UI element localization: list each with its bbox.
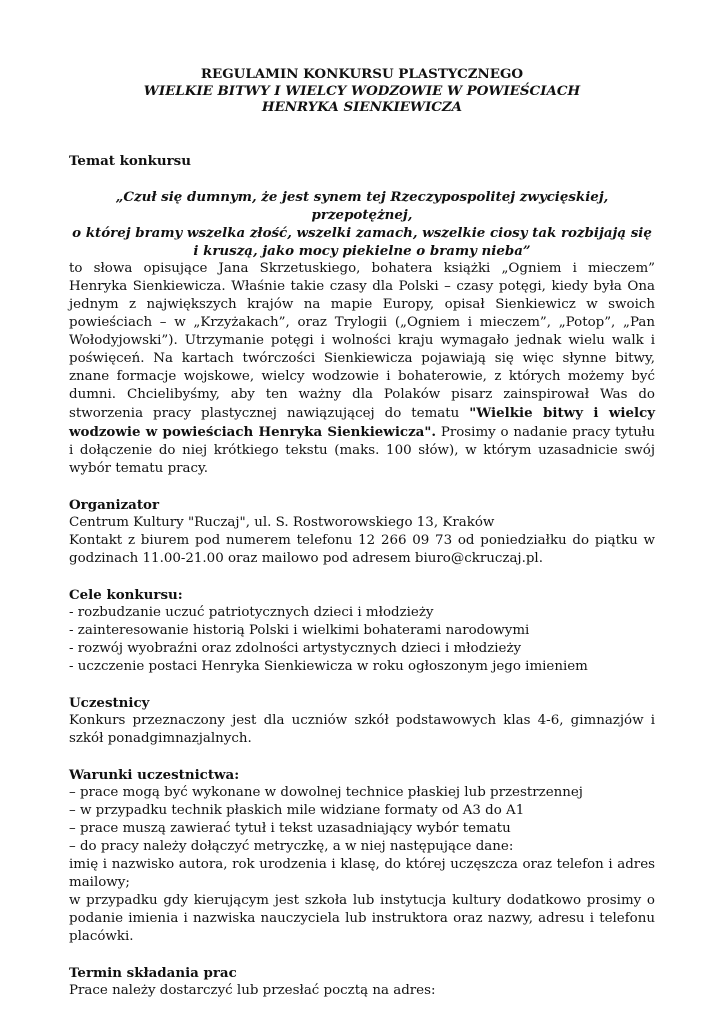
cele-heading: Cele konkursu: [69,586,183,603]
uczestnicy-text: Konkurs przeznaczony jest dla uczniów szkół podstawowych klas 4-6, gimnazjów i szkół ponadgimnazjalnych. [69,712,655,746]
section-uczestnicy [69,694,655,748]
organizator-heading: Organizator [69,496,160,513]
header-subtitle-line1: WIELKIE BITWY I WIELCY WODZOWIE W POWIEŚCIACH [143,82,581,99]
document-page [69,66,655,1000]
list-item: – prace muszą zawierać tytuł i tekst uzasadniający wybór tematu [69,820,511,836]
temat-body-closing: Prosimy o nadanie pracy tytułu i dołączenie do niej krótkiego tekstu (maks. 100 słów), w którym uzasadnicie swój wybór tematu pracy. [69,424,656,476]
temat-body [69,260,655,478]
warunki-metryczka-institution: w przypadku gdy kierującym jest szkoła lub instytucja kultury dodatkowo prosimy o podanie imienia i nazwiska nauczyciela lub instruktora oraz nazwy, adresu i telefonu placówki. [69,892,655,944]
uczestnicy-heading: Uczestnicy [69,694,150,711]
organizator-contact: Kontakt z biurem pod numerem telefonu 12 266 09 73 od poniedziałku do piątku w godzinach 11.00-21.00 oraz mailowo pod adresem biuro@ckruczaj.pl. [69,532,655,566]
list-item: – do pracy należy dołączyć metryczkę, a w niej następujące dane: [69,838,514,854]
list-item: - zainteresowanie historią Polski i wielkimi bohaterami narodowymi [69,622,530,638]
document-header [69,66,655,116]
list-item: – prace mogą być wykonane w dowolnej technice płaskiej lub przestrzennej [69,784,583,800]
quote-line-1: „Czuł się dumnym, że jest synem tej Rzeczypospolitej zwycięskiej, przepotężnej, [115,188,609,223]
list-item: - rozwój wyobraźni oraz zdolności artystycznych dzieci i młodzieży [69,640,522,656]
termin-text: Prace należy dostarczyć lub przesłać pocztą na adres: [69,982,436,998]
organizator-address: Centrum Kultury "Ruczaj", ul. S. Rostworowskiego 13, Kraków [69,514,495,530]
termin-heading: Termin składania prac [69,964,237,981]
section-warunki [69,766,655,946]
section-organizator [69,496,655,568]
temat-heading: Temat konkursu [69,152,191,169]
temat-body-title: "Wielkie bitwy i wielcy wodzowie w powieściach Henryka Sienkiewicza". [69,404,656,440]
cele-list [69,604,655,676]
section-temat [69,152,655,478]
temat-body-text: to słowa opisujące Jana Skrzetuskiego, bohatera książki „Ogniem i mieczem” Henryka Sienkiewicza. Właśnie takie czasy dla Polski – czasy potęgi, kiedy była Ona jednym z największych krajów na mapie Europy, opisał Sienkiewicz w swoich powieściach – w „Krzyżakach”, oraz Trylogii („Ogniem i mieczem”, „Potop”, „Pan Wołodyjowski”). Utrzymanie potęgi i wolności kraju wymagało jednak wielu walk i poświęceń. Na kartach twórczości Sienkiewicza pojawiają się więc słynne bitwy, znane formacje wojskowe, wielcy wodzowie i bohaterowie, z których możemy być dumni. Chcielibyśmy, aby ten ważny dla Polaków pisarz zainspirował Was do stworzenia pracy plastycznej nawiązującej do tematu [69,260,655,421]
warunki-heading: Warunki uczestnictwa: [69,766,240,783]
quote-line-3: i kruszą, jako mocy piekielne o bramy nieba” [193,242,531,259]
section-termin [69,964,655,1000]
warunki-metryczka-author: imię i nazwisko autora, rok urodzenia i klasę, do której uczęszcza oraz telefon i adres mailowy; [69,856,655,890]
section-cele [69,586,655,676]
header-subtitle-line2: HENRYKA SIENKIEWICZA [261,99,463,115]
temat-quote [69,188,655,260]
warunki-list [69,784,655,856]
list-item: – w przypadku technik płaskich mile widziane formaty od A3 do A1 [69,802,525,818]
quote-line-2: o której bramy wszelka złość, wszelki zamach, wszelkie ciosy tak rozbijają się [72,224,652,241]
list-item: - rozbudzanie uczuć patriotycznych dzieci i młodzieży [69,604,434,620]
list-item: - uczczenie postaci Henryka Sienkiewicza w roku ogłoszonym jego imieniem [69,658,588,674]
header-title: REGULAMIN KONKURSU PLASTYCZNEGO [200,66,524,82]
